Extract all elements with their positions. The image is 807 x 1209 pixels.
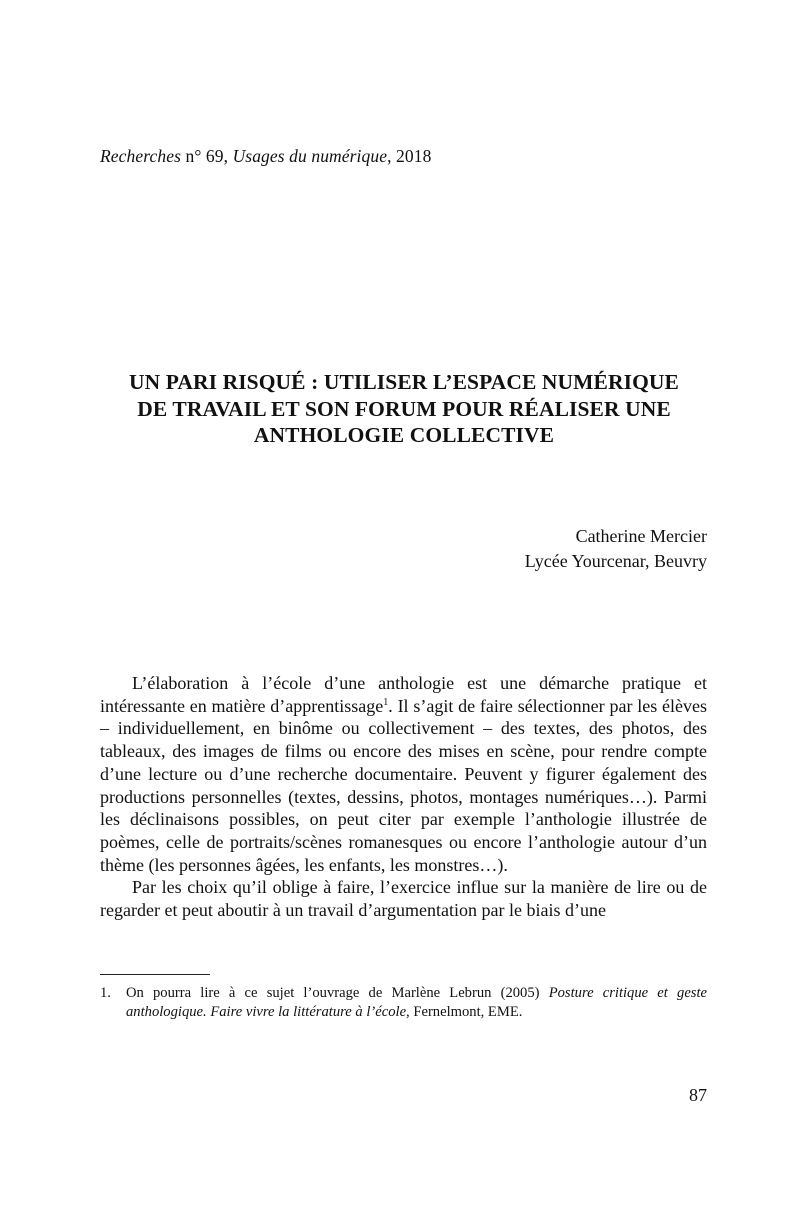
footnote-reference: 1 — [383, 696, 389, 708]
footnote-text-a: On pourra lire à ce sujet l’ouvrage de Marlène Lebrun (2005) — [126, 985, 549, 1001]
title-line-1: UN PARI RISQUÉ : UTILISER L’ESPACE NUMÉRIQUE — [129, 370, 679, 394]
author-affiliation: Lycée Yourcenar, Beuvry — [524, 551, 707, 571]
title-line-2: DE TRAVAIL ET SON FORUM POUR RÉALISER UNE — [137, 396, 671, 421]
footnote-divider — [100, 974, 210, 975]
issue-year: , 2018 — [387, 146, 432, 166]
footnote-number: 1. — [100, 985, 111, 1001]
issue-number: n° 69, — [181, 146, 233, 166]
journal-name: Recherches — [100, 146, 181, 166]
paragraph-1-part-b: . Il s’agit de faire sélectionner par les élèves – individuellement, en binôme ou collectivement – des textes, des photos, des tableaux, des images de films ou encore des mises en scène, pour rendre compte d’une lecture ou d’une recherche documentaire. Peuvent y figurer également des productions personnelles (textes, dessins, photos, montages numériques…). Parmi les déclinaisons possibles, on peut citer par exemple l’anthologie illustrée de poèmes, celle de portraits/scènes romanesques ou encore l’anthologie autour d’un thème (les personnes âgées, les enfants, les monstres…). — [100, 695, 707, 875]
paragraph-1 — [100, 672, 707, 876]
footnote-text — [126, 984, 707, 1022]
running-header — [100, 146, 431, 167]
article-title — [100, 369, 708, 449]
author-name: Catherine Mercier — [575, 526, 707, 546]
paragraph-2: Par les choix qu’il oblige à faire, l’exercice influe sur la manière de lire ou de regarder et peut aboutir à un travail d’argumentation par le biais d’une — [100, 877, 707, 921]
footnote-book-title: Posture critique et geste anthologique. Faire vivre la littérature à l’école — [126, 985, 708, 1020]
title-line-3: ANTHOLOGIE COLLECTIVE — [253, 423, 555, 447]
author-block — [525, 524, 707, 574]
issue-theme: Usages du numérique — [232, 146, 388, 166]
paragraph-1-part-a: L’élaboration à l’école d’une anthologie est une démarche pratique et intéressante en matière d’apprentissage — [100, 673, 707, 716]
page-number: 87 — [689, 1085, 707, 1105]
footnote-text-b: , Fernelmont, EME. — [406, 1004, 523, 1020]
body-text — [100, 672, 707, 922]
footnote — [100, 984, 707, 1022]
